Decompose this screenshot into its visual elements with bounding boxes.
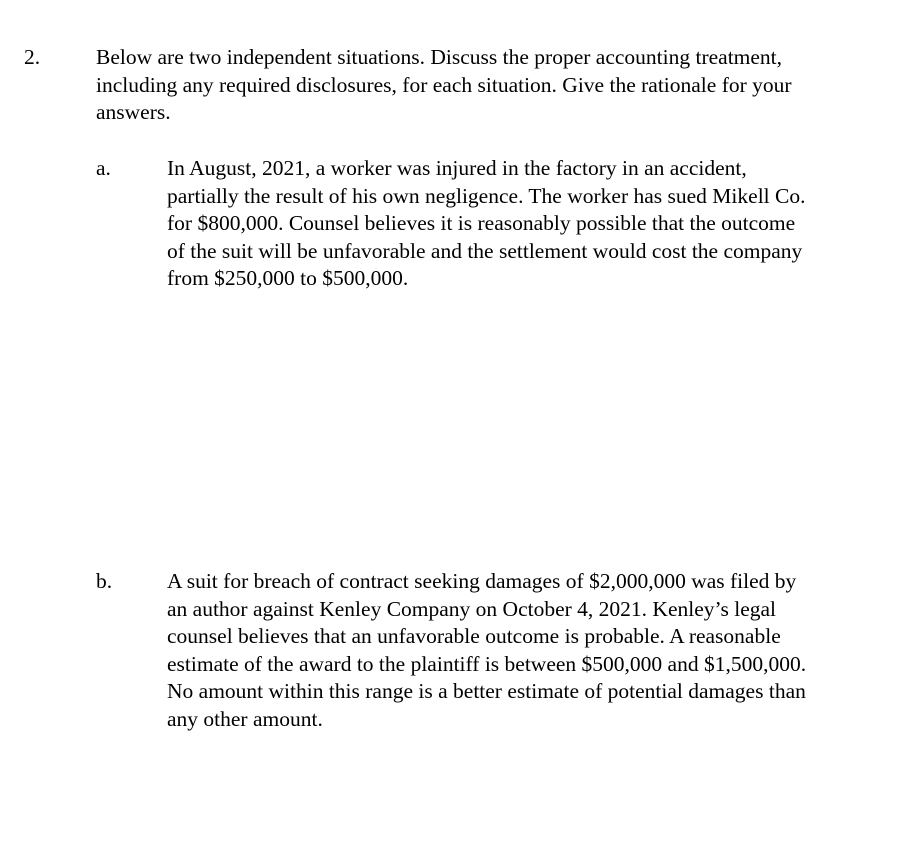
question-number: 2. xyxy=(24,45,41,69)
item-a-line: of the suit will be unfavorable and the settlement would cost the company xyxy=(167,238,803,263)
item-b-line: A suit for breach of contract seeking damages of $2,000,000 was filed by xyxy=(167,569,797,593)
item-b-line: any other amount. xyxy=(167,706,323,731)
item-b-label: b. xyxy=(96,569,113,593)
item-a-line: In August, 2021, a worker was injured in the factory in an accident, xyxy=(167,156,747,180)
item-a-line: partially the result of his own negligence. The worker has sued Mikell Co. xyxy=(167,183,806,208)
item-a-line: for $800,000. Counsel believes it is reasonably possible that the outcome xyxy=(167,211,796,235)
item-b-text xyxy=(167,568,907,733)
item-b-line: estimate of the award to the plaintiff is between $500,000 and $1,500,000. xyxy=(167,651,807,676)
prompt-line: Below are two independent situations. Discuss the proper accounting treatment, xyxy=(96,45,783,69)
item-b-line: an author against Kenley Company on October 4, 2021. Kenley’s legal xyxy=(167,596,777,621)
item-a-text xyxy=(167,155,907,293)
item-a-label: a. xyxy=(96,156,111,180)
prompt-line: answers. xyxy=(96,100,171,124)
prompt-line: including any required disclosures, for each situation. Give the rationale for your xyxy=(96,72,792,97)
question-prompt xyxy=(96,44,896,127)
item-b-line: No amount within this range is a better estimate of potential damages than xyxy=(167,679,806,703)
item-b-line: counsel believes that an unfavorable outcome is probable. A reasonable xyxy=(167,624,781,648)
item-a-line: from $250,000 to $500,000. xyxy=(167,266,409,290)
